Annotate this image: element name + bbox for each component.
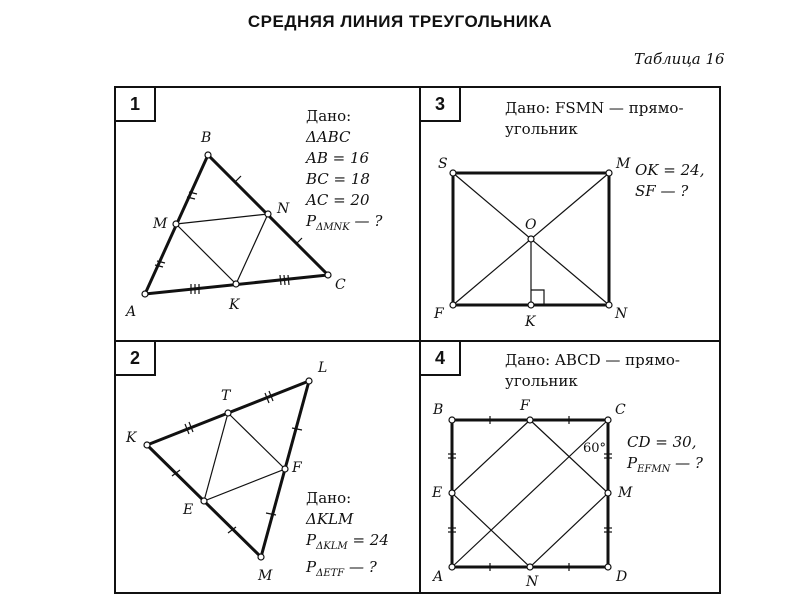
cell-number: 3 <box>421 88 461 122</box>
label-T: T <box>221 388 231 404</box>
point-F <box>450 302 456 308</box>
point-F <box>282 466 288 472</box>
point-M <box>173 221 179 227</box>
label-K: K <box>525 314 536 330</box>
point-B <box>449 417 455 423</box>
label-F: F <box>292 460 302 476</box>
figure-4-rectangle <box>431 398 633 590</box>
point-E <box>201 498 207 504</box>
label-C: C <box>615 402 626 418</box>
given-line: угольник <box>505 120 578 138</box>
figure-3-rectangle <box>433 156 631 330</box>
given-line: BC = 18 <box>306 170 370 188</box>
point-C <box>605 417 611 423</box>
point-M <box>605 490 611 496</box>
given-line: Дано: FSMN — прямо- <box>505 99 684 117</box>
label-N: N <box>615 306 628 322</box>
label-M: M <box>618 485 633 501</box>
point-E <box>449 490 455 496</box>
label-M: M <box>258 568 273 584</box>
point-N <box>265 211 271 217</box>
label-B: B <box>433 402 444 418</box>
point-B <box>205 152 211 158</box>
label-E: E <box>432 485 443 501</box>
given-line: угольник <box>505 372 578 390</box>
label-K: K <box>126 430 137 446</box>
point-D <box>605 564 611 570</box>
label-E: E <box>183 502 194 518</box>
label-M: M <box>616 156 631 172</box>
point-K <box>144 442 150 448</box>
given-line: $P_{EFMN}$ — ? <box>627 454 703 475</box>
label-A: A <box>433 569 444 585</box>
given-line: AC = 20 <box>306 191 370 209</box>
given-line: Дано: <box>306 107 352 125</box>
label-S: S <box>438 156 448 172</box>
cell-number: 2 <box>116 342 156 376</box>
given-line: Дано: <box>306 489 352 507</box>
point-K <box>528 302 534 308</box>
given-line: SF — ? <box>635 182 689 200</box>
label-F: F <box>434 306 444 322</box>
label-M: M <box>153 216 168 232</box>
label-L: L <box>318 360 328 376</box>
label-D: D <box>616 569 628 585</box>
given-line: AB = 16 <box>306 149 370 167</box>
point-C <box>325 272 331 278</box>
point-O <box>528 236 534 242</box>
given-line: CD = 30, <box>627 433 697 451</box>
label-K: K <box>229 297 240 313</box>
label-O: O <box>525 217 537 233</box>
point-A <box>142 291 148 297</box>
point-N <box>606 302 612 308</box>
point-M <box>606 170 612 176</box>
point-S <box>450 170 456 176</box>
given-line: $P_{\Delta MNK}$ — ? <box>306 212 383 233</box>
point-N <box>527 564 533 570</box>
label-N: N <box>526 574 539 590</box>
given-line: Дано: ABCD — прямо- <box>505 351 680 369</box>
figure-1-triangle <box>124 130 346 320</box>
label-B: B <box>201 130 212 146</box>
point-M <box>258 554 264 560</box>
given-line: ΔABC <box>306 128 351 146</box>
figure-2-triangle <box>125 360 327 584</box>
point-A <box>449 564 455 570</box>
given-line: $P_{\Delta KLM} = 24$ <box>306 531 389 552</box>
angle-label: 60° <box>583 441 607 456</box>
label-C: C <box>335 277 346 293</box>
point-T <box>225 410 231 416</box>
point-F <box>527 417 533 423</box>
point-K <box>233 281 239 287</box>
label-F: F <box>520 398 530 414</box>
given-line: OK = 24, <box>635 161 705 179</box>
cell-number: 1 <box>116 88 156 122</box>
label-N: N <box>277 201 290 217</box>
label-A: A <box>126 304 137 320</box>
table-label: Таблица 16 <box>634 50 725 68</box>
given-line: $P_{\Delta ETF}$ — ? <box>306 558 377 579</box>
page-title: СРЕДНЯЯ ЛИНИЯ ТРЕУГОЛЬНИКА <box>247 12 553 31</box>
cell-number: 4 <box>421 342 461 376</box>
given-line: ΔKLM <box>306 510 354 528</box>
point-L <box>306 378 312 384</box>
